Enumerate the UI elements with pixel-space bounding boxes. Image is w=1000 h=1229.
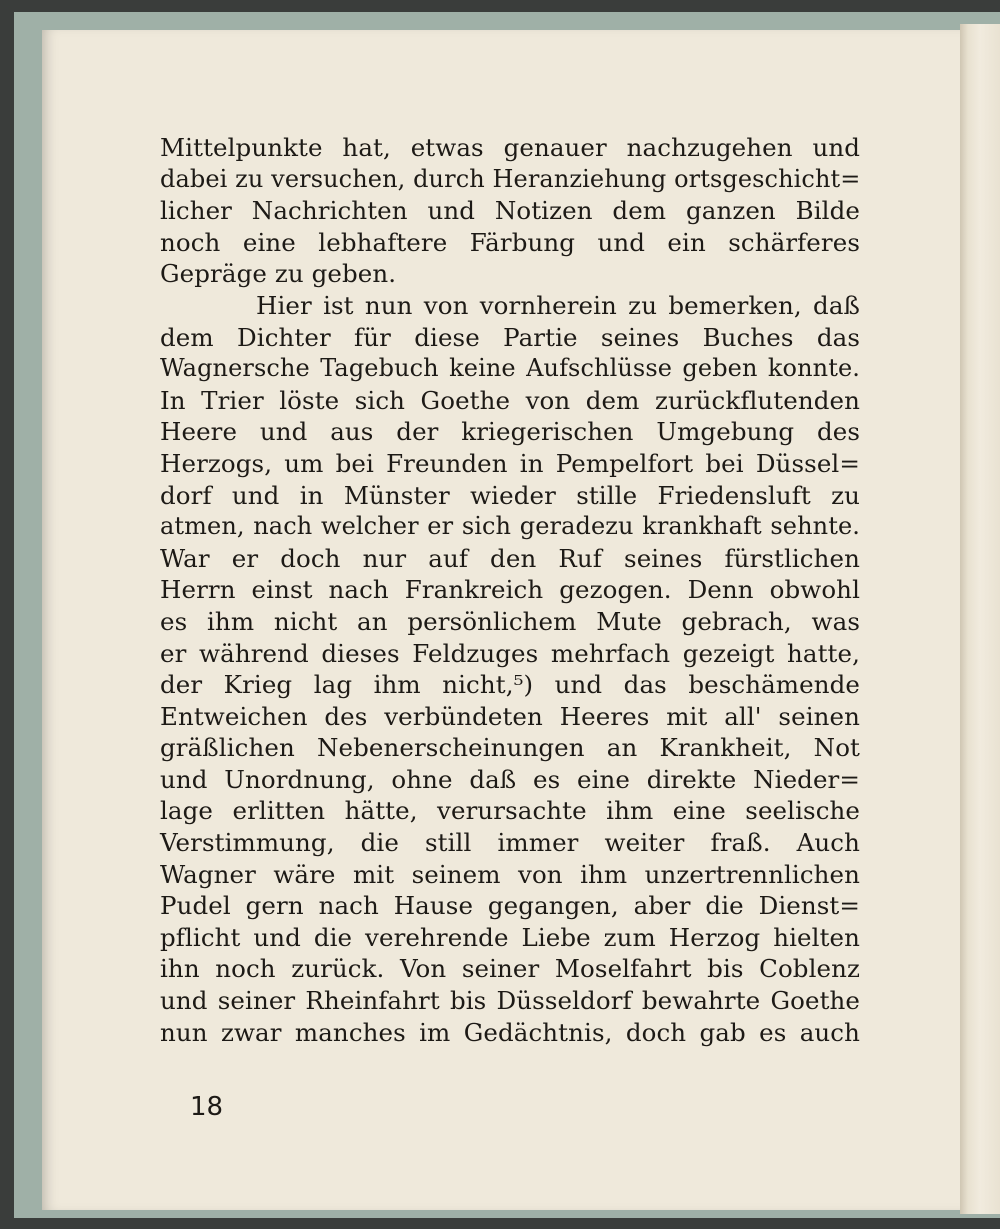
text-line: Entweichen des verbündeten Heeres mit all' seinen xyxy=(160,701,860,731)
text-line: War er doch nur auf den Ruf seines fürstlichen xyxy=(160,543,860,573)
page-number: 18 xyxy=(190,1092,224,1122)
text-line: er während dieses Feldzuges mehrfach gezeigt hatte, xyxy=(160,638,860,668)
text-line: dem Dichter für diese Partie seines Buches das xyxy=(160,322,860,352)
text-line: noch eine lebhaftere Färbung und ein schärferes xyxy=(160,227,860,257)
text-line: atmen, nach welcher er sich geradezu krankhaft sehnte. xyxy=(160,512,860,541)
text-line: Herrn einst nach Frankreich gezogen. Denn obwohl xyxy=(160,575,860,605)
body-text xyxy=(160,132,860,1048)
text-line: dorf und in Münster wieder stille Friedensluft zu xyxy=(160,480,860,510)
text-line: und seiner Rheinfahrt bis Düsseldorf bewahrte Goethe xyxy=(160,986,860,1016)
text-line: Pudel gern nach Hause gegangen, aber die Dienst= xyxy=(160,891,860,921)
text-line: Heere und aus der kriegerischen Umgebung des xyxy=(160,417,860,447)
text-line: In Trier löste sich Goethe von dem zurückflutenden xyxy=(160,385,860,415)
text-line: Hier ist nun von vornherein zu bemerken, daß xyxy=(256,290,860,320)
text-line: und Unordnung, ohne daß es eine direkte Nieder= xyxy=(160,764,860,794)
text-line: gräßlichen Nebenerscheinungen an Krankheit, Not xyxy=(160,733,860,763)
text-line: Verstimmung, die still immer weiter fraß. Auch xyxy=(160,828,860,858)
text-line: Wagnersche Tagebuch keine Aufschlüsse geben konnte. xyxy=(160,354,860,383)
text-line: dabei zu versuchen, durch Heranziehung ortsgeschicht= xyxy=(160,164,861,193)
text-line: Mittelpunkte hat, etwas genauer nachzugehen und xyxy=(160,133,860,162)
text-line: Wagner wäre mit seinem von ihm unzertrennlichen xyxy=(160,859,860,889)
text-line: ihn noch zurück. Von seiner Moselfahrt bis Coblenz xyxy=(160,954,860,984)
text-line: nun zwar manches im Gedächtnis, doch gab es auch xyxy=(160,1017,860,1047)
text-line: Herzogs, um bei Freunden in Pempelfort bei Düssel= xyxy=(160,448,860,478)
text-line: Gepräge zu geben. xyxy=(160,259,397,289)
text-line: licher Nachrichten und Notizen dem ganzen Bilde xyxy=(160,196,860,226)
text-line: lage erlitten hätte, verursachte ihm eine seelische xyxy=(160,796,860,826)
facing-page-edge xyxy=(960,24,1000,1214)
text-line: pflicht und die verehrende Liebe zum Herzog hielten xyxy=(160,922,860,952)
text-line: der Krieg lag ihm nicht,⁵) und das beschämende xyxy=(160,670,860,700)
text-line: es ihm nicht an persönlichem Mute gebrach, was xyxy=(160,606,860,636)
